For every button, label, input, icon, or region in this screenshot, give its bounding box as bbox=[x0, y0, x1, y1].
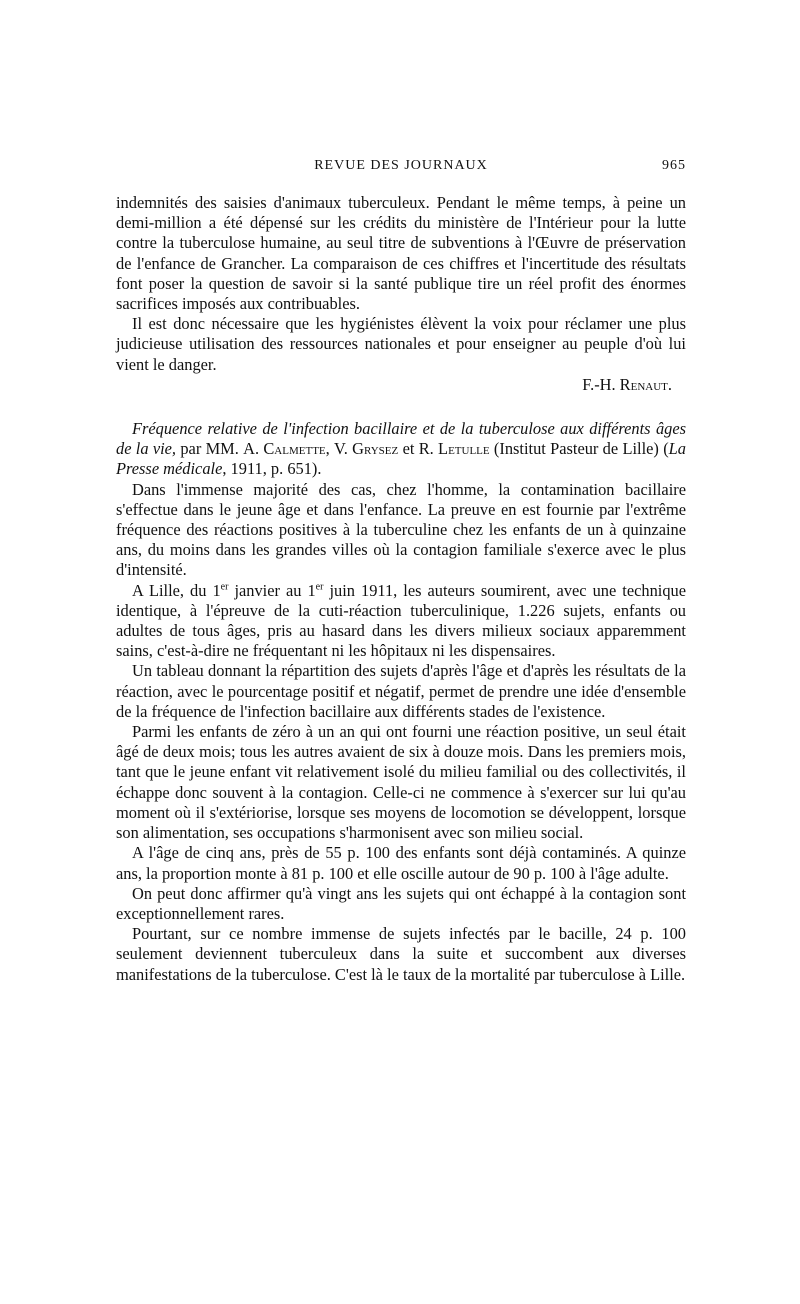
author-conjunction: et bbox=[402, 439, 415, 459]
superscript-er-1: er bbox=[220, 581, 229, 593]
body-text bbox=[116, 193, 686, 985]
paragraph-2-part-b: janvier au 1 bbox=[228, 580, 316, 600]
prev-article-paragraph-2: Il est donc nécessaire que les hygiénistes élèvent la voix pour réclamer une plus judicieuse utilisation des ressources nationales et pour enseigner au peuple d'où lui vient le danger. bbox=[116, 314, 686, 374]
article-paragraph-2 bbox=[116, 581, 686, 662]
author-letulle: R. Letulle bbox=[418, 439, 490, 459]
superscript-er-2: er bbox=[315, 581, 324, 593]
article-by: par MM. bbox=[180, 439, 239, 459]
paragraph-2-part-c: juin 1911, les auteurs soumirent, avec une technique identique, à l'épreuve de la cuti-réaction tuberculinique, 1.226 sujets, enfants ou adultes de tous âges, pris au hasard dans les divers milieux sociaux apparemment sains, c'est-à-dire ne fréquentant ni les hôpitaux ni les dispensaires. bbox=[116, 580, 687, 661]
article-paragraph-3: Un tableau donnant la répartition des sujets d'après l'âge et d'après les résultats de la réaction, avec le pourcentage positif et négatif, permet de prendre une idée d'ensemble de la fréquence de l'infection bacillaire aux différents stades de l'existence. bbox=[116, 661, 686, 721]
article-paragraph-1: Dans l'immense majorité des cas, chez l'homme, la contamination bacillaire s'effectue dans le jeune âge et dans l'enfance. La preuve en est fournie par l'extrême fréquence des réactions positives à la tuberculine chez les enfants de un à quinzaine ans, du moins dans les grandes villes où la contagion familiale s'exerce avec le plus d'intensité. bbox=[116, 479, 686, 580]
source-journal: La Presse médicale bbox=[116, 439, 686, 479]
page-number: 965 bbox=[662, 158, 686, 173]
paragraph-2-part-a: A Lille, du 1 bbox=[132, 580, 221, 600]
article-paragraph-6: On peut donc affirmer qu'à vingt ans les sujets qui ont échappé à la contagion sont exceptionnellement rares. bbox=[116, 883, 686, 923]
article-paragraph-4: Parmi les enfants de zéro à un an qui ont fourni une réaction positive, un seul était âgé de deux mois; tous les autres avaient de six à douze mois. Dans les premiers mois, tant que le jeune enfant vit relativement isolé du milieu familial ou des collectivités, il échappe donc souvent à la contagion. Celle-ci ne commence à s'exercer sur lui qu'au moment où il s'extériorise, lorsque ses moyens de locomotion se développent, lorsque son alimentation, ses occupations s'harmonisent avec son milieu social. bbox=[116, 722, 686, 843]
running-header bbox=[116, 158, 686, 178]
article-heading: Fréquence relative de l'infection bacillaire et de la tuberculose aux différents âges de la vie, par MM. A. Calmette, V. Grysez et R. Letulle (Institut Pasteur de Lille) (La Presse médicale, 1911, p. 651). bbox=[116, 419, 686, 479]
running-title: REVUE DES JOURNAUX bbox=[314, 158, 488, 173]
prev-article-paragraph-1: indemnités des saisies d'animaux tuberculeux. Pendant le même temps, à peine un demi-million a été dépensé sur les crédits du ministère de l'Intérieur pour la lutte contre la tuberculose humaine, au seul titre de subventions à l'Œuvre de préservation de l'enfance de Grancher. La comparaison de ces chiffres et l'incertitude des résultats font poser la question de savoir si la santé publique tire un réel profit des énormes sacrifices imposés aux contribuables. bbox=[116, 193, 686, 314]
source-open: ( bbox=[663, 439, 669, 459]
prev-article-signature: F.-H. Renaut. bbox=[582, 374, 672, 394]
article-title: Fréquence relative de l'infection bacillaire et de la tuberculose aux différents âges de la vie, bbox=[116, 419, 686, 459]
article-institution: (Institut Pasteur de Lille) bbox=[493, 439, 659, 459]
author-calmette: A. Calmette bbox=[243, 439, 326, 459]
source-citation: , 1911, p. 651). bbox=[222, 459, 322, 479]
article-paragraph-7: Pourtant, sur ce nombre immense de sujets infectés par le bacille, 24 p. 100 seulement deviennent tuberculeux dans la suite et succombent aux diverses manifestations de la tuberculose. C'est là le taux de la mortalité par tuberculose à Lille. bbox=[116, 924, 686, 984]
article-paragraph-5: A l'âge de cinq ans, près de 55 p. 100 des enfants sont déjà contaminés. A quinze ans, la proportion monte à 81 p. 100 et elle oscille autour de 90 p. 100 à l'âge adulte. bbox=[116, 843, 686, 883]
author-grysez: V. Grysez bbox=[334, 439, 399, 459]
